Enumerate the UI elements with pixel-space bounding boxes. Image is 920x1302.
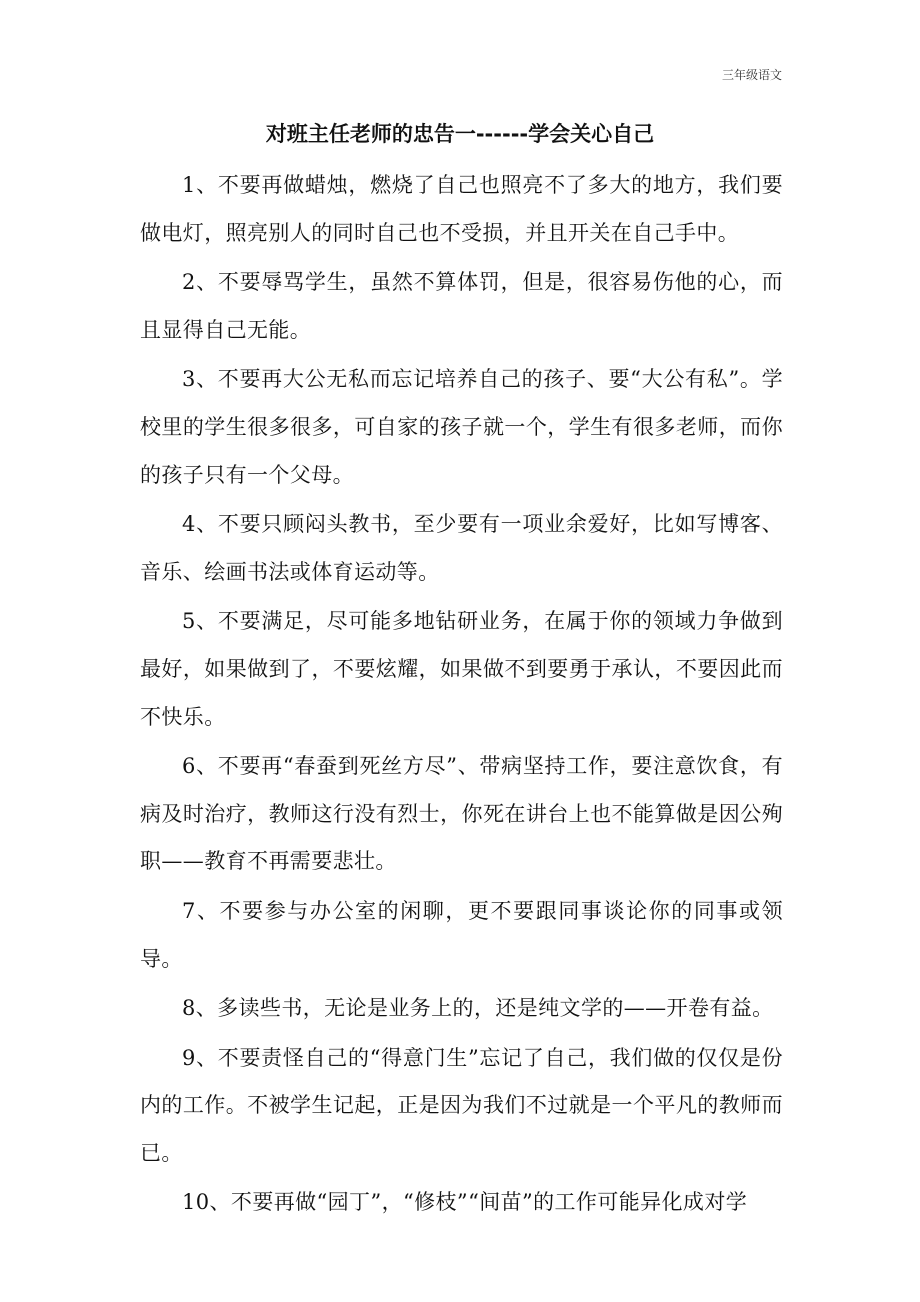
paragraph-6: 6、不要再“春蚕到死丝方尽”、带病坚持工作，要注意饮食，有病及时治疗，教师这行没有烈士，你死在讲台上也不能算做是因公殉职——教育不再需要悲壮。 — [140, 754, 783, 874]
header-label: 三年级语文 — [721, 68, 782, 82]
paragraph-3: 3、不要再大公无私而忘记培养自己的孩子、要“大公有私”。学校里的学生很多很多，可自家的孩子就一个，学生有很多老师，而你的孩子只有一个父母。 — [140, 367, 783, 487]
paragraph-5: 5、不要满足，尽可能多地钻研业务，在属于你的领域力争做到最好，如果做到了，不要炫耀，如果做不到要勇于承认，不要因此而不快乐。 — [140, 609, 783, 729]
paragraph-2: 2、不要辱骂学生，虽然不算体罚，但是，很容易伤他的心，而且显得自己无能。 — [140, 270, 783, 342]
document-body — [140, 162, 783, 1229]
document-title: 对班主任老师的忠告一------学会关心自己 — [265, 122, 655, 146]
paragraph-10: 10、不要再做“园丁”，“修枝”“间苗”的工作可能异化成对学 — [182, 1190, 748, 1215]
paragraph-8: 8、多读些书，无论是业务上的，还是纯文学的——开卷有益。 — [182, 996, 774, 1021]
paragraph-1: 1、不要再做蜡烛，燃烧了自己也照亮不了多大的地方，我们要做电灯，照亮别人的同时自己也不受损，并且开关在自己手中。 — [140, 173, 783, 245]
paragraph-7: 7、不要参与办公室的闲聊，更不要跟同事谈论你的同事或领导。 — [140, 898, 783, 971]
paragraph-9: 9、不要责怪自己的“得意门生”忘记了自己，我们做的仅仅是份内的工作。不被学生记起，正是因为我们不过就是一个平凡的教师而已。 — [140, 1045, 783, 1165]
header-rule — [138, 92, 782, 93]
paragraph-4: 4、不要只顾闷头教书，至少要有一项业余爱好，比如写博客、音乐、绘画书法或体育运动等。 — [140, 512, 783, 584]
